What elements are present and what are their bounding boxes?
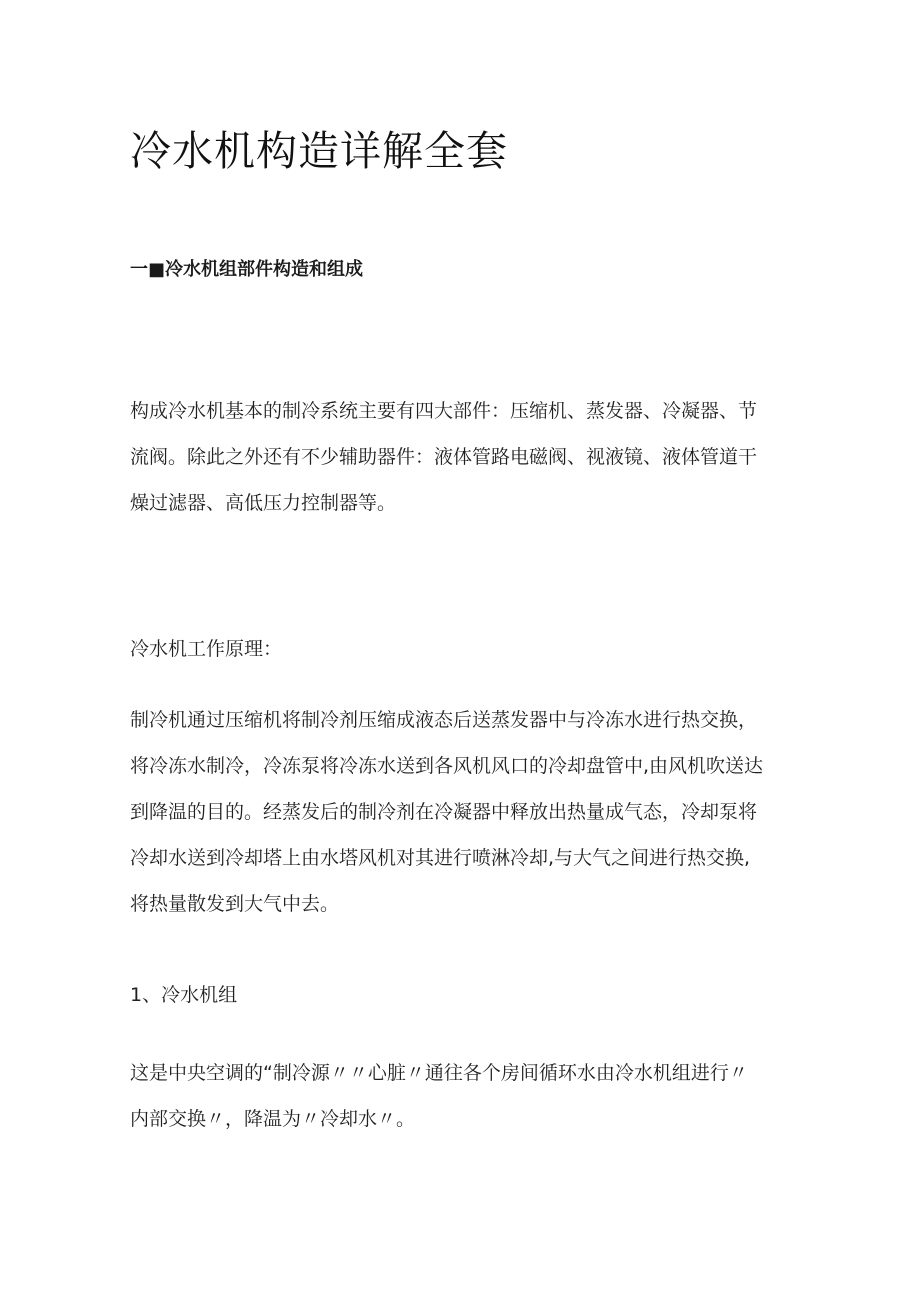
intro-line: 燥过滤器、高低压力控制器等。	[130, 492, 397, 514]
principle-line: 将热量散发到大气中去。	[130, 893, 340, 915]
document-title: 冷水机构造详解全套	[130, 127, 508, 175]
item-paragraph	[130, 1050, 810, 1142]
item-line: 内部交换〃，降温为〃冷却水〃。	[130, 1108, 416, 1130]
item-heading: 1、冷水机组	[130, 984, 238, 1006]
principle-label: 冷水机工作原理：	[130, 638, 283, 660]
principle-line: 制冷机通过压缩机将制冷剂压缩成液态后送蒸发器中与冷冻水进行热交换，	[130, 709, 758, 731]
intro-line: 构成冷水机基本的制冷系统主要有四大部件：压缩机、蒸发器、冷凝器、节	[130, 400, 758, 422]
principle-line: 冷却水送到冷却塔上由水塔风机对其进行喷淋冷却,与大气之间进行热交换,	[130, 847, 751, 869]
principle-paragraph	[130, 697, 810, 927]
item-line: 这是中央空调的“制冷源〃〃心脏〃通往各个房间循环水由冷水机组进行〃	[130, 1062, 748, 1084]
intro-paragraph	[130, 388, 810, 526]
principle-line: 到降温的目的。经蒸发后的制冷剂在冷凝器中释放出热量成气态，冷却泵将	[130, 801, 758, 823]
principle-line: 将冷冻水制冷，冷冻泵将冷冻水送到各风机风口的冷却盘管中,由风机吹送达	[130, 755, 764, 777]
intro-line: 流阀。除此之外还有不少辅助器件：液体管路电磁阀、视液镜、液体管道干	[130, 446, 758, 468]
section-heading: 一■冷水机组部件构造和组成	[130, 259, 364, 280]
